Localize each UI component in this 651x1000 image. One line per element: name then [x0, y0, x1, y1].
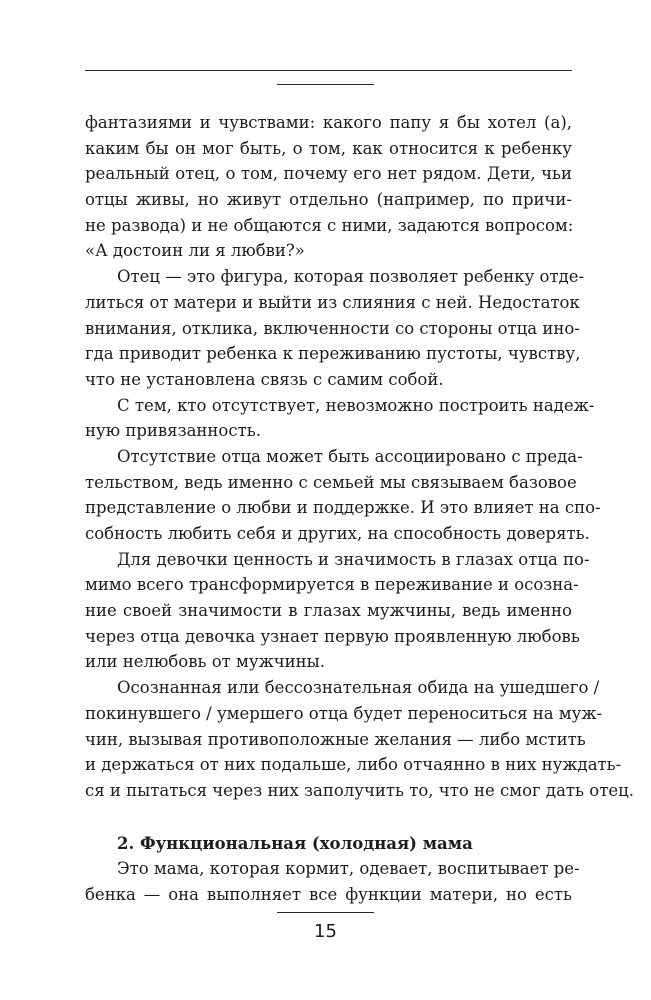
section-heading: 2. Функциональная (холодная) мама [117, 833, 473, 853]
header-rule [85, 70, 572, 71]
paragraph-4 [85, 444, 601, 547]
text-line: покинувшего / умершего отца будет переноситься на муж- [85, 703, 603, 723]
text-line: ную привязанность. [85, 421, 261, 441]
text-line: гда приводит ребенка к переживанию пустоты, чувству, [85, 344, 581, 364]
text-line: ся и пытаться через них заполучить то, что не смог дать отец. [85, 780, 634, 800]
page-number: 15 [314, 921, 337, 942]
text-line: бенка — она выполняет все функции матери, но есть [85, 884, 572, 904]
text-line: С тем, кто отсутствует, невозможно построить надеж- [117, 395, 595, 415]
text-line: не развода) и не общаются с ними, задаются вопросом: [85, 215, 574, 235]
text-line: собность любить себя и других, на способность доверять. [85, 524, 590, 543]
text-line: реальный отец, о том, почему его нет рядом. Дети, чьи [85, 164, 572, 184]
paragraph-3 [85, 393, 595, 444]
footer-short-rule [277, 912, 374, 913]
text-line: чин, вызывая противоположные желания — либо мстить [85, 729, 586, 749]
paragraph-5 [85, 547, 590, 675]
text-line: литься от матери и выйти из слияния с ней. Недостаток [85, 292, 580, 312]
text-line: представление о любви и поддержке. И это влияет на спо- [85, 498, 601, 518]
text-line: и держаться от них подальше, либо отчаянно в них нуждать- [85, 755, 622, 775]
text-line: «А достоин ли я любви?» [85, 241, 305, 261]
text-line: каким бы он мог быть, о том, как относится к ребенку [85, 138, 572, 158]
text-line: внимания, отклика, включенности со стороны отца ино- [85, 318, 580, 338]
text-line: ние своей значимости в глазах мужчины, ведь именно [85, 601, 572, 621]
text-line: тельством, ведь именно с семьей мы связываем базовое [85, 472, 577, 492]
page-body [85, 110, 634, 908]
text-line: что не установлена связь с самим собой. [85, 369, 444, 389]
text-line: Осознанная или бессознательная обида на ушедшего / [117, 678, 600, 698]
text-line: мимо всего трансформируется в переживание и осозна- [85, 575, 579, 595]
text-line: фантазиями и чувствами: какого папу я бы хотел (а), [85, 113, 572, 132]
paragraph-2 [85, 264, 585, 392]
text-line: отцы живы, но живут отдельно (например, по причи- [85, 190, 572, 210]
section-gap [85, 804, 572, 831]
text-line: Это мама, которая кормит, одевает, воспитывает ре- [117, 859, 580, 879]
text-line: или нелюбовь от мужчины. [85, 652, 326, 672]
paragraph-7 [85, 856, 580, 907]
header-short-rule [277, 84, 374, 85]
text-line: Отсутствие отца может быть ассоциировано с преда- [117, 446, 583, 466]
paragraph-1 [85, 110, 572, 264]
text-line: через отца девочка узнает первую проявленную любовь [85, 626, 580, 646]
paragraph-6 [85, 675, 634, 803]
text-line: Для девочки ценность и значимость в глазах отца по- [117, 549, 590, 569]
text-line: Отец — это фигура, которая позволяет ребенку отде- [117, 267, 585, 287]
